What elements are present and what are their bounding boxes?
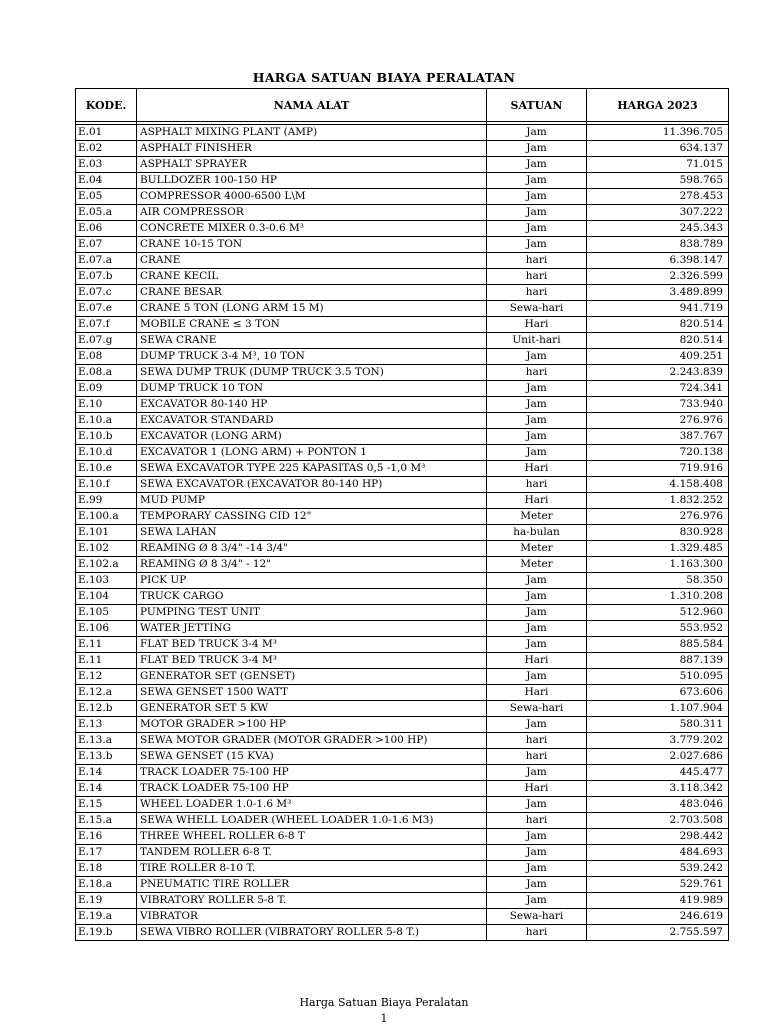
cell-kode: E.13.b xyxy=(76,749,137,765)
footer-title: Harga Satuan Biaya Peralatan xyxy=(299,996,469,1009)
cell-nama-alat: PNEUMATIC TIRE ROLLER xyxy=(137,877,487,893)
cell-satuan: Unit-hari xyxy=(487,333,587,349)
table-row xyxy=(76,349,729,365)
cell-harga: 3.489.899 xyxy=(587,285,729,301)
cell-satuan: Jam xyxy=(487,189,587,205)
table-row xyxy=(76,125,729,141)
cell-satuan: Jam xyxy=(487,349,587,365)
cell-satuan: Jam xyxy=(487,621,587,637)
cell-kode: E.13 xyxy=(76,717,137,733)
cell-nama-alat: SEWA EXCAVATOR (EXCAVATOR 80-140 HP) xyxy=(137,477,487,493)
page-number: 1 xyxy=(380,1012,388,1025)
cell-kode: E.101 xyxy=(76,525,137,541)
cell-nama-alat: WHEEL LOADER 1.0-1.6 M³ xyxy=(137,797,487,813)
cell-kode: E.07.g xyxy=(76,333,137,349)
cell-satuan: Jam xyxy=(487,157,587,173)
table-row xyxy=(76,381,729,397)
cell-satuan: Hari xyxy=(487,653,587,669)
cell-kode: E.102.a xyxy=(76,557,137,573)
cell-satuan: Jam xyxy=(487,205,587,221)
table-row xyxy=(76,429,729,445)
cell-nama-alat: ASPHALT SPRAYER xyxy=(137,157,487,173)
table-row xyxy=(76,509,729,525)
table-row xyxy=(76,653,729,669)
cell-nama-alat: SEWA LAHAN xyxy=(137,525,487,541)
cell-satuan: Jam xyxy=(487,413,587,429)
cell-kode: E.12 xyxy=(76,669,137,685)
table-row xyxy=(76,781,729,797)
cell-nama-alat: REAMING Ø 8 3/4" -14 3/4" xyxy=(137,541,487,557)
cell-nama-alat: WATER JETTING xyxy=(137,621,487,637)
cell-satuan: hari xyxy=(487,925,587,941)
cell-kode: E.06 xyxy=(76,221,137,237)
cell-satuan: Jam xyxy=(487,717,587,733)
table-row xyxy=(76,669,729,685)
cell-satuan: Sewa-hari xyxy=(487,301,587,317)
cell-satuan: hari xyxy=(487,813,587,829)
table-row xyxy=(76,557,729,573)
cell-satuan: hari xyxy=(487,365,587,381)
cell-satuan: Hari xyxy=(487,685,587,701)
table-row xyxy=(76,573,729,589)
cell-nama-alat: AIR COMPRESSOR xyxy=(137,205,487,221)
cell-harga: 733.940 xyxy=(587,397,729,413)
header-kode: KODE. xyxy=(76,89,137,122)
cell-kode: E.18 xyxy=(76,861,137,877)
cell-kode: E.103 xyxy=(76,573,137,589)
cell-satuan: hari xyxy=(487,253,587,269)
cell-satuan: Jam xyxy=(487,397,587,413)
cell-harga: 512.960 xyxy=(587,605,729,621)
table-row xyxy=(76,493,729,509)
cell-satuan: Hari xyxy=(487,461,587,477)
table-row xyxy=(76,861,729,877)
cell-kode: E.104 xyxy=(76,589,137,605)
table-row xyxy=(76,893,729,909)
cell-harga: 673.606 xyxy=(587,685,729,701)
cell-harga: 719.916 xyxy=(587,461,729,477)
cell-kode: E.07.c xyxy=(76,285,137,301)
cell-nama-alat: DUMP TRUCK 3-4 M³, 10 TON xyxy=(137,349,487,365)
cell-harga: 276.976 xyxy=(587,413,729,429)
cell-harga: 484.693 xyxy=(587,845,729,861)
table-row xyxy=(76,685,729,701)
cell-kode: E.05 xyxy=(76,189,137,205)
cell-satuan: Jam xyxy=(487,893,587,909)
table-row xyxy=(76,221,729,237)
cell-kode: E.15.a xyxy=(76,813,137,829)
cell-nama-alat: MOBILE CRANE ≤ 3 TON xyxy=(137,317,487,333)
cell-nama-alat: CONCRETE MIXER 0.3-0.6 M³ xyxy=(137,221,487,237)
table-row xyxy=(76,525,729,541)
cell-harga: 307.222 xyxy=(587,205,729,221)
cell-nama-alat: TRACK LOADER 75-100 HP xyxy=(137,765,487,781)
cell-harga: 71.015 xyxy=(587,157,729,173)
cell-satuan: Jam xyxy=(487,141,587,157)
table-row xyxy=(76,397,729,413)
table-header-row xyxy=(76,89,729,122)
cell-harga: 830.928 xyxy=(587,525,729,541)
cell-kode: E.07 xyxy=(76,237,137,253)
cell-kode: E.19 xyxy=(76,893,137,909)
cell-satuan: Meter xyxy=(487,557,587,573)
cell-harga: 2.027.686 xyxy=(587,749,729,765)
cell-nama-alat: THREE WHEEL ROLLER 6-8 T xyxy=(137,829,487,845)
cell-kode: E.11 xyxy=(76,637,137,653)
cell-nama-alat: CRANE KECIL xyxy=(137,269,487,285)
cell-harga: 276.976 xyxy=(587,509,729,525)
cell-kode: E.14 xyxy=(76,781,137,797)
cell-nama-alat: EXCAVATOR 1 (LONG ARM) + PONTON 1 xyxy=(137,445,487,461)
cell-kode: E.12.a xyxy=(76,685,137,701)
table-row xyxy=(76,637,729,653)
cell-kode: E.105 xyxy=(76,605,137,621)
cell-harga: 1.310.208 xyxy=(587,589,729,605)
cell-nama-alat: SEWA CRANE xyxy=(137,333,487,349)
cell-harga: 887.139 xyxy=(587,653,729,669)
cell-nama-alat: SEWA GENSET (15 KVA) xyxy=(137,749,487,765)
cell-satuan: ha-bulan xyxy=(487,525,587,541)
header-satuan: SATUAN xyxy=(487,89,587,122)
cell-nama-alat: SEWA EXCAVATOR TYPE 225 KAPASITAS 0,5 -1,0 M³ xyxy=(137,461,487,477)
cell-nama-alat: GENERATOR SET 5 KW xyxy=(137,701,487,717)
cell-kode: E.02 xyxy=(76,141,137,157)
cell-harga: 2.703.508 xyxy=(587,813,729,829)
table-row xyxy=(76,285,729,301)
cell-nama-alat: CRANE BESAR xyxy=(137,285,487,301)
cell-harga: 483.046 xyxy=(587,797,729,813)
cell-harga: 2.755.597 xyxy=(587,925,729,941)
cell-harga: 245.343 xyxy=(587,221,729,237)
cell-kode: E.102 xyxy=(76,541,137,557)
cell-kode: E.14 xyxy=(76,765,137,781)
cell-nama-alat: CRANE 10-15 TON xyxy=(137,237,487,253)
cell-satuan: Jam xyxy=(487,589,587,605)
cell-nama-alat: TRACK LOADER 75-100 HP xyxy=(137,781,487,797)
cell-nama-alat: TRUCK CARGO xyxy=(137,589,487,605)
table-row xyxy=(76,365,729,381)
cell-satuan: Hari xyxy=(487,493,587,509)
table-row xyxy=(76,301,729,317)
cell-satuan: Jam xyxy=(487,845,587,861)
cell-kode: E.106 xyxy=(76,621,137,637)
cell-satuan: Jam xyxy=(487,637,587,653)
cell-nama-alat: SEWA WHELL LOADER (WHEEL LOADER 1.0-1.6 M3) xyxy=(137,813,487,829)
cell-harga: 720.138 xyxy=(587,445,729,461)
cell-satuan: Jam xyxy=(487,829,587,845)
cell-harga: 510.095 xyxy=(587,669,729,685)
cell-satuan: Jam xyxy=(487,381,587,397)
table-row xyxy=(76,253,729,269)
cell-nama-alat: CRANE xyxy=(137,253,487,269)
cell-harga: 11.396.705 xyxy=(587,125,729,141)
cell-kode: E.07.b xyxy=(76,269,137,285)
cell-nama-alat: FLAT BED TRUCK 3-4 M³ xyxy=(137,637,487,653)
cell-harga: 941.719 xyxy=(587,301,729,317)
table-row xyxy=(76,877,729,893)
cell-kode: E.10.b xyxy=(76,429,137,445)
cell-harga: 4.158.408 xyxy=(587,477,729,493)
cell-satuan: hari xyxy=(487,749,587,765)
cell-nama-alat: SEWA GENSET 1500 WATT xyxy=(137,685,487,701)
cell-satuan: Jam xyxy=(487,221,587,237)
cell-kode: E.19.b xyxy=(76,925,137,941)
table-row xyxy=(76,445,729,461)
cell-satuan: Jam xyxy=(487,877,587,893)
cell-harga: 1.329.485 xyxy=(587,541,729,557)
cell-nama-alat: FLAT BED TRUCK 3-4 M³ xyxy=(137,653,487,669)
cell-harga: 278.453 xyxy=(587,189,729,205)
cell-harga: 820.514 xyxy=(587,317,729,333)
table-row xyxy=(76,189,729,205)
table-body xyxy=(76,122,729,941)
cell-kode: E.10.e xyxy=(76,461,137,477)
cell-kode: E.16 xyxy=(76,829,137,845)
cell-nama-alat: BULLDOZER 100-150 HP xyxy=(137,173,487,189)
cell-satuan: hari xyxy=(487,733,587,749)
cell-harga: 1.832.252 xyxy=(587,493,729,509)
table-row xyxy=(76,141,729,157)
cell-satuan: hari xyxy=(487,477,587,493)
table-row xyxy=(76,541,729,557)
cell-harga: 419.989 xyxy=(587,893,729,909)
cell-satuan: Sewa-hari xyxy=(487,909,587,925)
cell-nama-alat: ASPHALT MIXING PLANT (AMP) xyxy=(137,125,487,141)
cell-nama-alat: MUD PUMP xyxy=(137,493,487,509)
cell-harga: 885.584 xyxy=(587,637,729,653)
cell-kode: E.11 xyxy=(76,653,137,669)
table-row xyxy=(76,237,729,253)
cell-harga: 2.326.599 xyxy=(587,269,729,285)
table-row xyxy=(76,589,729,605)
table-row xyxy=(76,829,729,845)
cell-nama-alat: REAMING Ø 8 3/4" - 12" xyxy=(137,557,487,573)
cell-nama-alat: SEWA DUMP TRUK (DUMP TRUCK 3.5 TON) xyxy=(137,365,487,381)
cell-harga: 298.442 xyxy=(587,829,729,845)
cell-harga: 580.311 xyxy=(587,717,729,733)
cell-kode: E.07.f xyxy=(76,317,137,333)
cell-nama-alat: CRANE 5 TON (LONG ARM 15 M) xyxy=(137,301,487,317)
cell-nama-alat: DUMP TRUCK 10 TON xyxy=(137,381,487,397)
cell-nama-alat: PUMPING TEST UNIT xyxy=(137,605,487,621)
header-harga: HARGA 2023 xyxy=(587,89,729,122)
table-row xyxy=(76,157,729,173)
cell-satuan: Jam xyxy=(487,429,587,445)
cell-nama-alat: EXCAVATOR (LONG ARM) xyxy=(137,429,487,445)
table-row xyxy=(76,765,729,781)
cell-kode: E.03 xyxy=(76,157,137,173)
table-row xyxy=(76,909,729,925)
cell-nama-alat: SEWA VIBRO ROLLER (VIBRATORY ROLLER 5-8 T.) xyxy=(137,925,487,941)
cell-harga: 598.765 xyxy=(587,173,729,189)
cell-nama-alat: PICK UP xyxy=(137,573,487,589)
cell-nama-alat: ASPHALT FINISHER xyxy=(137,141,487,157)
table-row xyxy=(76,701,729,717)
cell-satuan: Jam xyxy=(487,605,587,621)
cell-satuan: Hari xyxy=(487,781,587,797)
cell-nama-alat: VIBRATORY ROLLER 5-8 T. xyxy=(137,893,487,909)
cell-kode: E.15 xyxy=(76,797,137,813)
cell-satuan: Jam xyxy=(487,765,587,781)
table-row xyxy=(76,797,729,813)
cell-nama-alat: TEMPORARY CASSING CID 12" xyxy=(137,509,487,525)
cell-kode: E.19.a xyxy=(76,909,137,925)
table-row xyxy=(76,813,729,829)
cell-satuan: hari xyxy=(487,285,587,301)
cell-kode: E.18.a xyxy=(76,877,137,893)
cell-kode: E.09 xyxy=(76,381,137,397)
cell-kode: E.100.a xyxy=(76,509,137,525)
table-row xyxy=(76,461,729,477)
cell-harga: 553.952 xyxy=(587,621,729,637)
cell-kode: E.10.a xyxy=(76,413,137,429)
cell-harga: 820.514 xyxy=(587,333,729,349)
table-row xyxy=(76,605,729,621)
cell-kode: E.10 xyxy=(76,397,137,413)
cell-nama-alat: VIBRATOR xyxy=(137,909,487,925)
cell-harga: 2.243.839 xyxy=(587,365,729,381)
cell-satuan: Meter xyxy=(487,509,587,525)
equipment-price-table xyxy=(75,88,729,941)
table-row xyxy=(76,621,729,637)
cell-nama-alat: TANDEM ROLLER 6-8 T. xyxy=(137,845,487,861)
cell-kode: E.08.a xyxy=(76,365,137,381)
cell-kode: E.10.f xyxy=(76,477,137,493)
cell-kode: E.08 xyxy=(76,349,137,365)
cell-harga: 1.107.904 xyxy=(587,701,729,717)
cell-harga: 838.789 xyxy=(587,237,729,253)
cell-nama-alat: EXCAVATOR STANDARD xyxy=(137,413,487,429)
table-row xyxy=(76,413,729,429)
cell-harga: 445.477 xyxy=(587,765,729,781)
cell-satuan: Jam xyxy=(487,173,587,189)
table-row xyxy=(76,333,729,349)
cell-harga: 409.251 xyxy=(587,349,729,365)
cell-satuan: Jam xyxy=(487,125,587,141)
table-row xyxy=(76,477,729,493)
cell-satuan: Jam xyxy=(487,445,587,461)
header-nama-alat: NAMA ALAT xyxy=(137,89,487,122)
cell-nama-alat: GENERATOR SET (GENSET) xyxy=(137,669,487,685)
cell-nama-alat: TIRE ROLLER 8-10 T. xyxy=(137,861,487,877)
table-row xyxy=(76,317,729,333)
cell-harga: 1.163.300 xyxy=(587,557,729,573)
cell-satuan: Jam xyxy=(487,797,587,813)
cell-harga: 3.779.202 xyxy=(587,733,729,749)
table-row xyxy=(76,269,729,285)
table-row xyxy=(76,205,729,221)
table-row xyxy=(76,733,729,749)
cell-nama-alat: COMPRESSOR 4000-6500 L\M xyxy=(137,189,487,205)
document-title: HARGA SATUAN BIAYA PERALATAN xyxy=(252,70,516,85)
cell-kode: E.07.a xyxy=(76,253,137,269)
cell-harga: 246.619 xyxy=(587,909,729,925)
cell-harga: 3.118.342 xyxy=(587,781,729,797)
table-row xyxy=(76,749,729,765)
cell-satuan: Meter xyxy=(487,541,587,557)
cell-satuan: Jam xyxy=(487,573,587,589)
cell-satuan: Jam xyxy=(487,237,587,253)
cell-harga: 724.341 xyxy=(587,381,729,397)
cell-harga: 634.137 xyxy=(587,141,729,157)
cell-kode: E.05.a xyxy=(76,205,137,221)
cell-kode: E.99 xyxy=(76,493,137,509)
cell-satuan: hari xyxy=(487,269,587,285)
cell-kode: E.10.d xyxy=(76,445,137,461)
cell-harga: 58.350 xyxy=(587,573,729,589)
cell-nama-alat: EXCAVATOR 80-140 HP xyxy=(137,397,487,413)
cell-harga: 539.242 xyxy=(587,861,729,877)
cell-harga: 387.767 xyxy=(587,429,729,445)
cell-kode: E.07.e xyxy=(76,301,137,317)
cell-harga: 6.398.147 xyxy=(587,253,729,269)
cell-satuan: Jam xyxy=(487,861,587,877)
cell-kode: E.04 xyxy=(76,173,137,189)
cell-satuan: Hari xyxy=(487,317,587,333)
table-row xyxy=(76,173,729,189)
table-row xyxy=(76,845,729,861)
cell-nama-alat: SEWA MOTOR GRADER (MOTOR GRADER >100 HP) xyxy=(137,733,487,749)
cell-nama-alat: MOTOR GRADER >100 HP xyxy=(137,717,487,733)
cell-kode: E.12.b xyxy=(76,701,137,717)
cell-harga: 529.761 xyxy=(587,877,729,893)
table-row xyxy=(76,717,729,733)
cell-satuan: Jam xyxy=(487,669,587,685)
cell-kode: E.13.a xyxy=(76,733,137,749)
cell-kode: E.17 xyxy=(76,845,137,861)
cell-kode: E.01 xyxy=(76,125,137,141)
cell-satuan: Sewa-hari xyxy=(487,701,587,717)
table-row xyxy=(76,925,729,941)
